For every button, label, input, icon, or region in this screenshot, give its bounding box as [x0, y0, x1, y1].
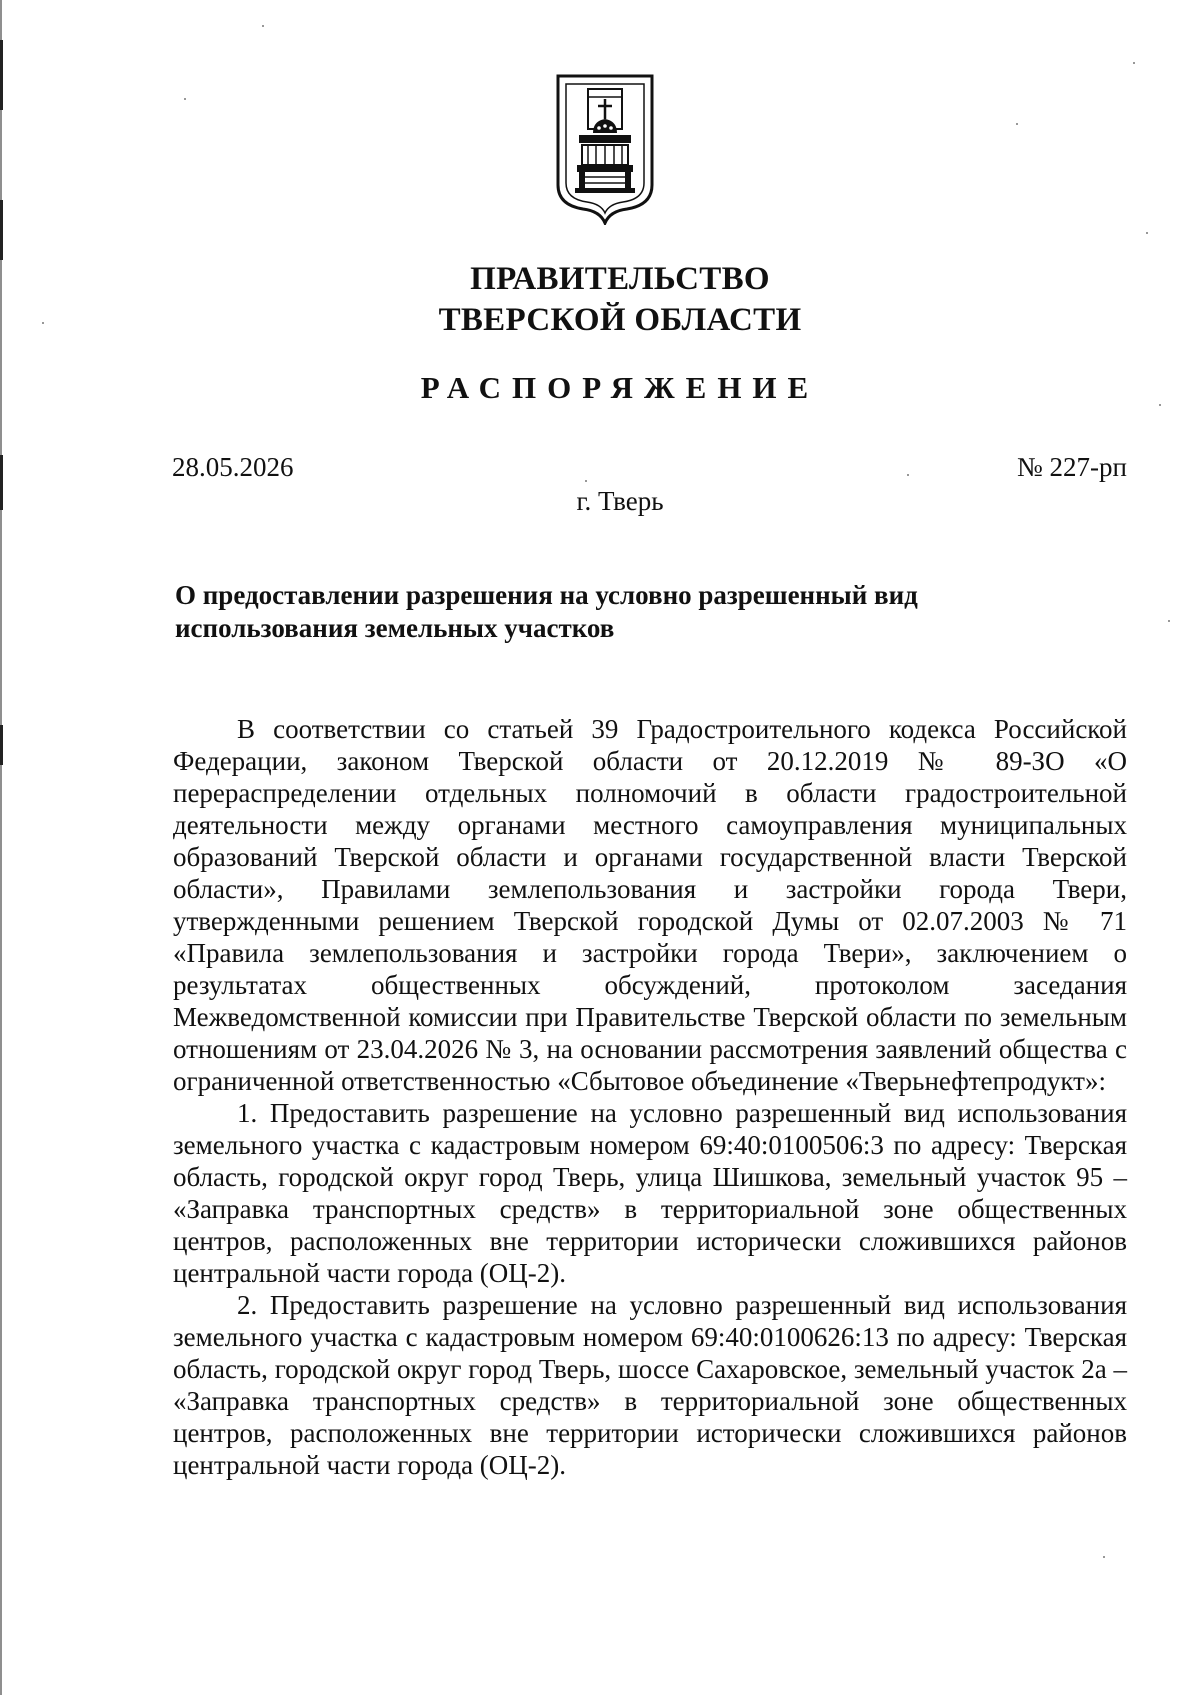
- document-number: № 227-рп: [1017, 452, 1127, 482]
- document-subject-line-1: О предоставлении разрешения на условно разрешенный вид: [175, 580, 918, 610]
- body-preamble: В соответствии со статьей 39 Градостроительного кодекса Российской Федерации, законом Тверской области от 20.12.2019 № 89-ЗО «О перераспределении отдельных полномочий в области градостроительной деятельности между органами местного самоуправления муниципальных образований Тверской области и органами государственной власти Тверской области», Правилами землепользования и застройки города Твери, утвержденными решением Тверской городской Думы от 02.07.2003 № 71 «Правила землепользования и застройки города Твери», заключением о результатах общественных обсуждений, протоколом заседания Межведомственной комиссии при Правительстве Тверской области по земельным отношениям от 23.04.2026 № 3, на основании рассмотрения заявлений общества с ограниченной ответственностью «Сбытовое объединение «Тверьнефтепродукт»:: [173, 714, 1127, 1096]
- tver-oblast-coat-of-arms-icon: [555, 73, 655, 225]
- document-subject: [175, 579, 1075, 645]
- document-subject-line-2: использования земельных участков: [175, 613, 615, 643]
- scan-mark: [0, 725, 3, 765]
- body-item-2: 2. Предоставить разрешение на условно разрешенный вид использования земельного участка с кадастровым номером 69:40:0100626:13 по адресу: Тверская область, городской округ город Тверь, шоссе Сахаровское, земельный участок 2а – «Заправка транспортных средств» в территориальной зоне общественных центров, расположенных вне территории исторически сложившихся районов центральной части города (ОЦ-2).: [173, 1290, 1127, 1480]
- document-body: [173, 713, 1127, 1481]
- organization-title-line-1: ПРАВИТЕЛЬСТВО: [470, 261, 770, 297]
- document-date: 28.05.2026: [172, 452, 294, 482]
- document-type-heading: РАСПОРЯЖЕНИЕ: [420, 370, 820, 405]
- scan-mark: [0, 200, 3, 260]
- scan-mark: [0, 40, 3, 110]
- organization-title: [0, 259, 1200, 341]
- body-item-1: 1. Предоставить разрешение на условно разрешенный вид использования земельного участка с кадастровым номером 69:40:0100506:3 по адресу: Тверская область, городской округ город Тверь, улица Шишкова, земельный участок 95 – «Заправка транспортных средств» в территориальной зоне общественных центров, расположенных вне территории исторически сложившихся районов центральной части города (ОЦ-2).: [173, 1098, 1127, 1288]
- document-city: г. Тверь: [576, 486, 664, 516]
- organization-title-line-2: ТВЕРСКОЙ ОБЛАСТИ: [438, 302, 802, 338]
